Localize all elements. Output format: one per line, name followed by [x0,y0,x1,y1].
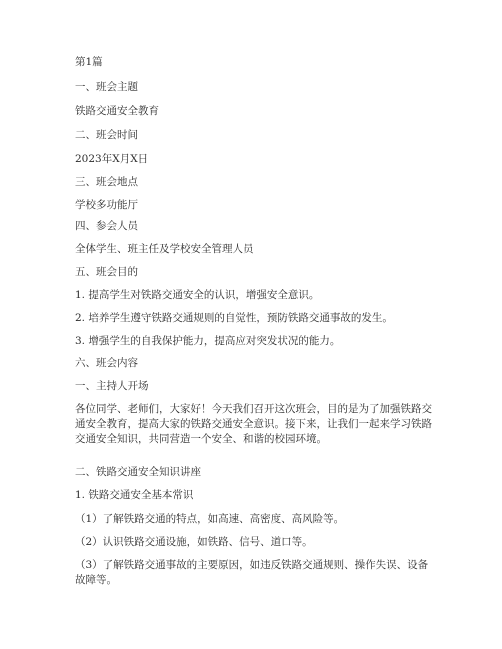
host-opening-text: 各位同学、老师们，大家好！今天我们召开这次班会，目的是为了加强铁路交通安全教育，提高大家的铁路交通安全意识。接下来，让我们一起来学习铁路交通安全知识，共同营造一个安全、和谐的校园环境。 [75,403,432,445]
goal-item: 3. 增强学生的自我保护能力，提高应对突发状况的能力。 [75,335,341,347]
knowledge-item: （3）了解铁路交通事故的主要原因，如违反铁路交通规则、操作失误、设备故障等。 [75,559,429,586]
section-heading-time: 二、班会时间 [75,129,138,141]
section-heading-location: 三、班会地点 [75,176,138,188]
chapter-label: 第1篇 [75,56,103,68]
knowledge-item: （1）了解铁路交通的特点，如高速、高密度、高风险等。 [75,513,345,525]
goal-item: 1. 提高学生对铁路交通安全的认识，增强安全意识。 [75,289,320,301]
participants-text: 全体学生、班主任及学校安全管理人员 [75,243,254,255]
section-heading-participants: 四、参会人员 [75,220,138,232]
section-heading-topic: 一、班会主题 [75,81,138,93]
section-heading-purpose: 五、班会目的 [75,266,138,278]
part-heading-lecture: 二、铁路交通安全知识讲座 [75,466,201,478]
goal-item: 2. 培养学生遵守铁路交通规则的自觉性，预防铁路交通事故的发生。 [75,312,393,324]
section-heading-content: 六、班会内容 [75,357,138,369]
lecture-subheading: 1. 铁路交通安全基本常识 [75,489,194,501]
knowledge-item: （2）认识铁路交通设施，如铁路、信号、道口等。 [75,536,313,548]
location-text: 学校多功能厅 [75,199,138,211]
time-text: 2023年X月X日 [75,153,149,165]
topic-text: 铁路交通安全教育 [75,105,159,117]
part-heading-host-opening: 一、主持人开场 [75,380,149,392]
